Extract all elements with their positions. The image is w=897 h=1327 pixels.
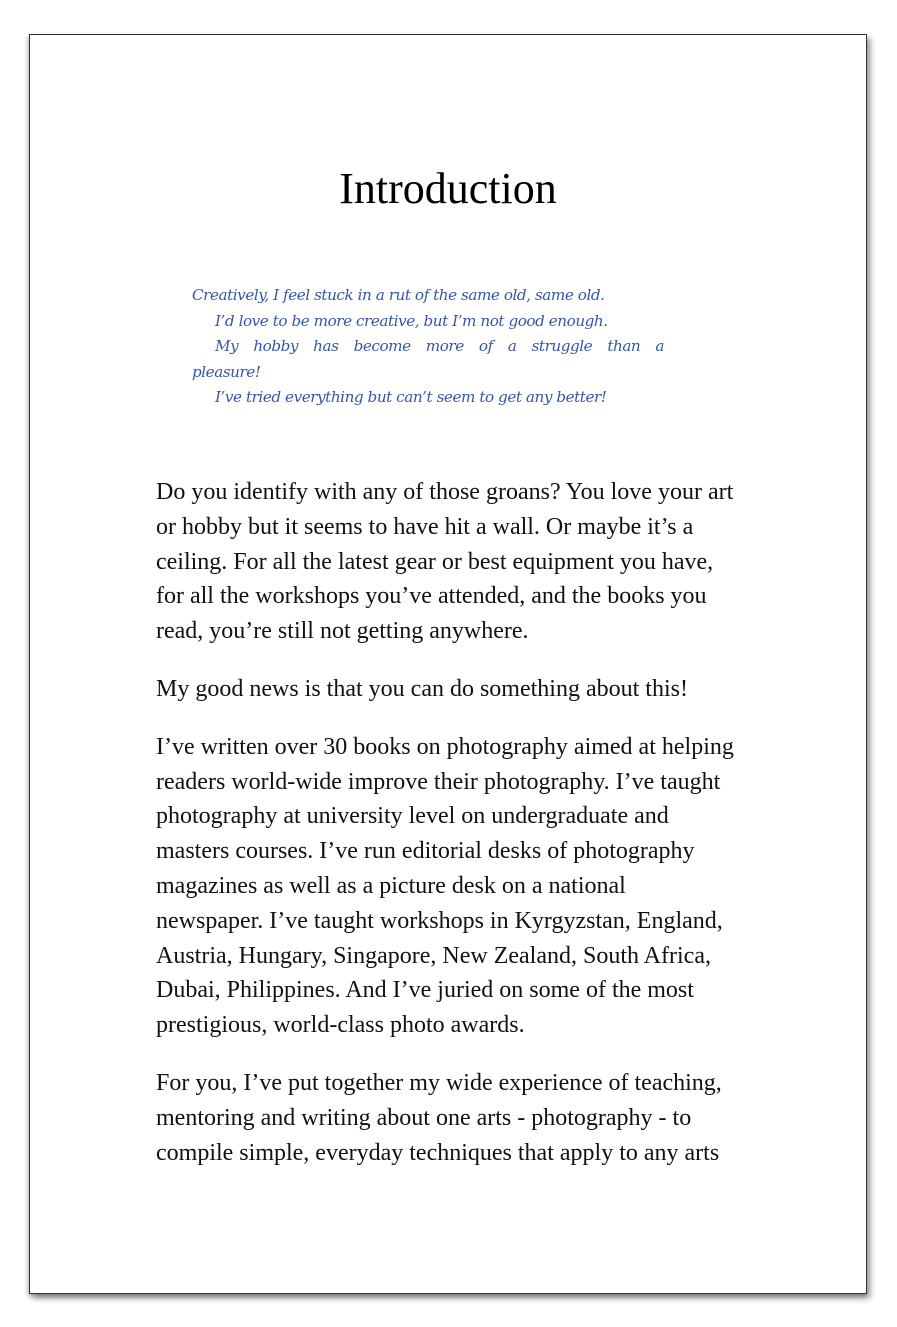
paragraph-3 xyxy=(156,730,796,1043)
paragraph-line: prestigious, world-class photo awards. xyxy=(156,1012,525,1039)
paragraph-line: Austria, Hungary, Singapore, New Zealand, South Africa, xyxy=(156,942,711,969)
paragraph-line: read, you’re still not getting anywhere. xyxy=(156,618,529,645)
paragraph-line: or hobby but it seems to have hit a wall. Or maybe it’s a xyxy=(156,513,694,540)
body-text xyxy=(156,475,796,1193)
paragraph-line: Dubai, Philippines. And I’ve juried on some of the most xyxy=(156,977,694,1004)
document-page xyxy=(29,34,867,1294)
paragraph-line: masters courses. I’ve run editorial desks of photography xyxy=(156,838,695,865)
paragraph-line: I’ve written over 30 books on photography aimed at helping xyxy=(156,733,734,760)
epigraph-quote xyxy=(192,283,664,411)
paragraph-line: Do you identify with any of those groans? You love your art xyxy=(156,479,734,505)
paragraph-line: photography at university level on undergraduate and xyxy=(156,803,669,830)
paragraph-line: readers world-wide improve their photography. I’ve taught xyxy=(156,768,721,795)
paragraph-line: newspaper. I’ve taught workshops in Kyrgyzstan, England, xyxy=(156,907,723,934)
paragraph-line: magazines as well as a picture desk on a national xyxy=(156,872,626,899)
paragraph-4 xyxy=(156,1066,796,1170)
paragraph-line: compile simple, everyday techniques that apply to any arts xyxy=(156,1139,720,1166)
paragraph-line: For you, I’ve put together my wide experience of teaching, xyxy=(156,1069,722,1096)
epigraph-line: I’d love to be more creative, but I’m not good enough. xyxy=(215,311,608,330)
paragraph-2 xyxy=(156,672,796,707)
epigraph-line: My hobby has become more of a struggle than a xyxy=(215,337,664,356)
epigraph-line: I’ve tried everything but can’t seem to get any better! xyxy=(215,388,607,407)
epigraph-line: pleasure! xyxy=(192,362,261,381)
paragraph-line: ceiling. For all the latest gear or best equipment you have, xyxy=(156,548,714,575)
paragraph-line: for all the workshops you’ve attended, and the books you xyxy=(156,583,707,610)
paragraph-line: My good news is that you can do something about this! xyxy=(156,675,688,702)
paragraph-1 xyxy=(156,475,796,649)
epigraph-line: Creatively, I feel stuck in a rut of the same old, same old. xyxy=(192,286,605,304)
page-title: Introduction xyxy=(339,164,557,213)
paragraph-line: mentoring and writing about one arts - photography - to xyxy=(156,1104,692,1131)
